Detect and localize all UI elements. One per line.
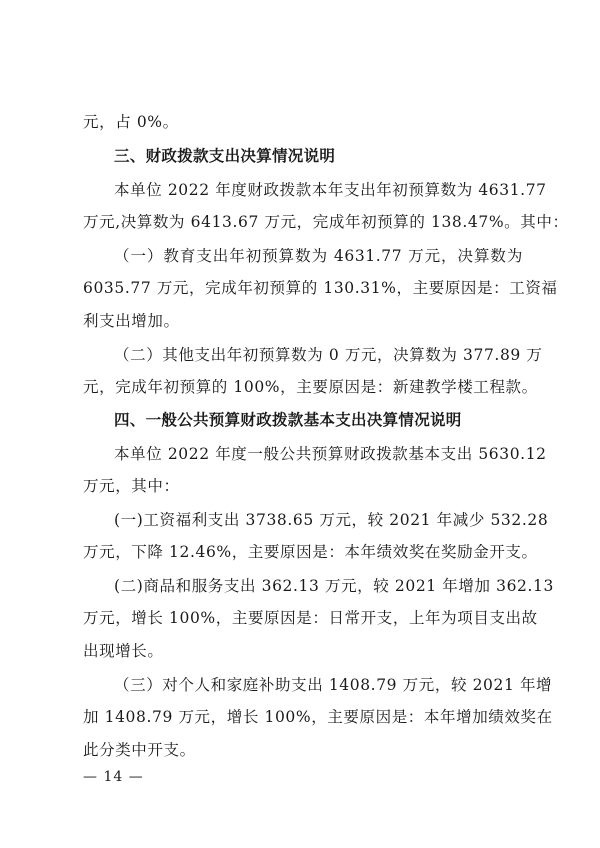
paragraph-line: 利支出增加。 [83, 312, 180, 330]
paragraph-line: （三）对个人和家庭补助支出 1408.79 万元，较 2021 年增 [114, 676, 553, 694]
paragraph-line: 万元,决算数为 6413.67 万元，完成年初预算的 138.47%。其中： [83, 213, 569, 231]
section-heading-fiscal-expenditure: 三、财政拨款支出决算情况说明 [114, 147, 336, 165]
page-number: — 14 — [83, 769, 144, 785]
paragraph-line: 万元，下降 12.46%，主要原因是：本年绩效奖在奖励金开支。 [83, 543, 538, 561]
paragraph-line: 元，完成年初预算的 100%，主要原因是：新建教学楼工程款。 [83, 378, 538, 396]
paragraph-line: 6035.77 万元，完成年初预算的 130.31%，主要原因是：工资福 [83, 279, 558, 297]
paragraph-line: （一）教育支出年初预算数为 4631.77 万元，决算数为 [114, 247, 523, 265]
paragraph-line: 出现增长。 [83, 642, 164, 660]
paragraph-line: (二)商品和服务支出 362.13 万元，较 2021 年增加 362.13 [114, 577, 554, 595]
paragraph-line: 本单位 2022 年度财政拨款本年支出年初预算数为 4631.77 [114, 181, 547, 199]
paragraph-line: 万元，其中： [83, 477, 180, 495]
paragraph-line: 万元，增长 100%，主要原因是：日常开支，上年为项目支出故 [83, 609, 538, 627]
paragraph-line: 元，占 0%。 [83, 113, 179, 131]
paragraph-line: （二）其他支出年初预算数为 0 万元，决算数为 377.89 万 [114, 346, 543, 364]
paragraph-line: 本单位 2022 年度一般公共预算财政拨款基本支出 5630.12 [114, 445, 547, 463]
paragraph-line: 此分类中开支。 [83, 741, 196, 759]
paragraph-line: (一)工资福利支出 3738.65 万元，较 2021 年减少 532.28 [114, 511, 549, 529]
section-heading-basic-expenditure: 四、一般公共预算财政拨款基本支出决算情况说明 [114, 411, 462, 429]
paragraph-line: 加 1408.79 万元，增长 100%，主要原因是：本年增加绩效奖在 [83, 708, 553, 726]
